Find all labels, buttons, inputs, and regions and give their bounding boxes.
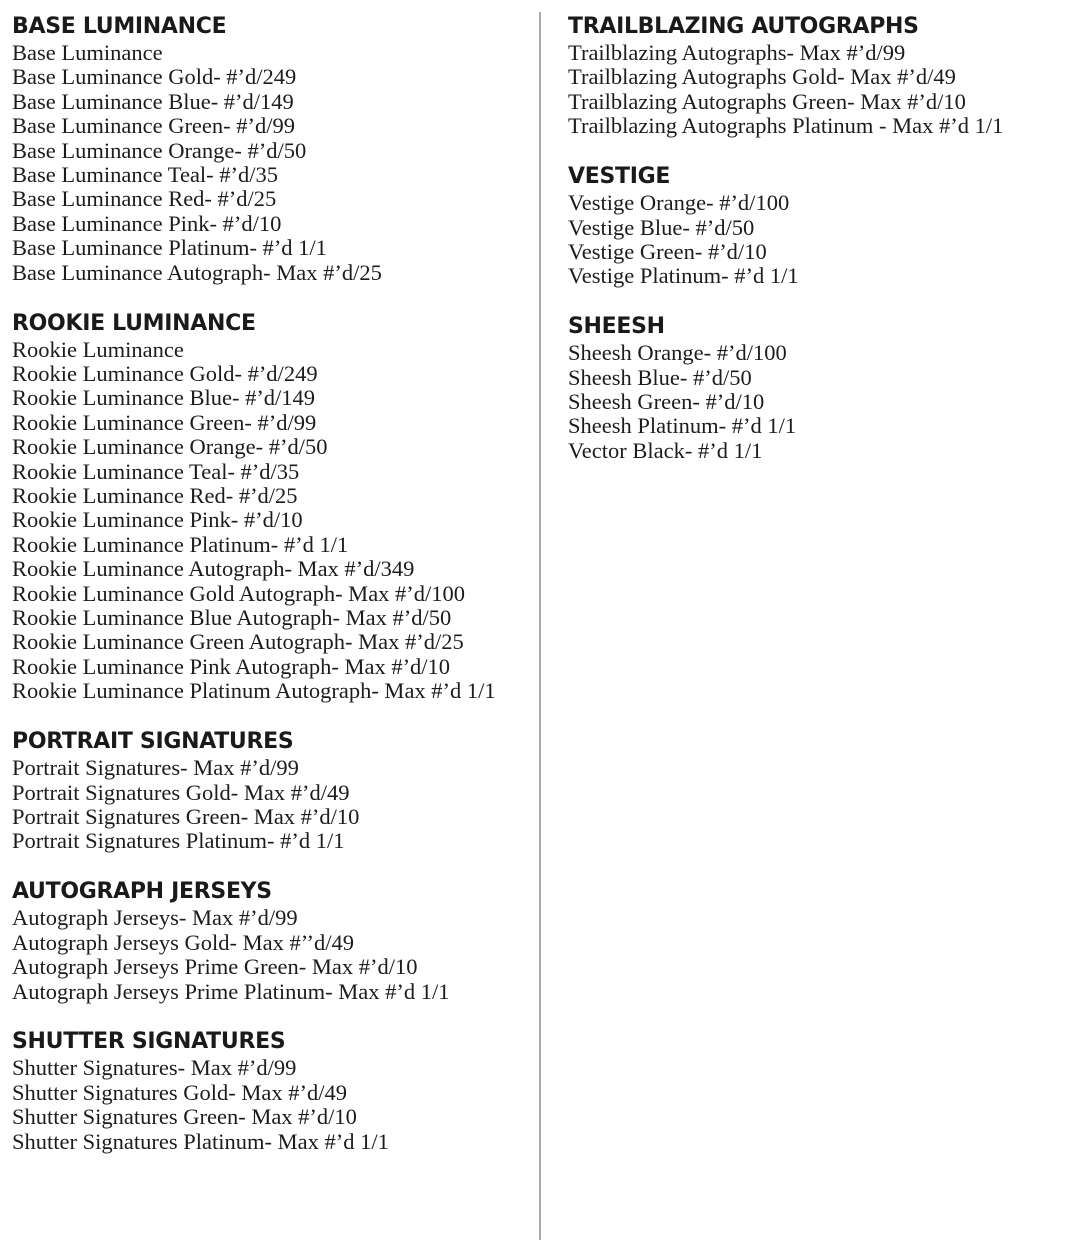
- parallel-item: Rookie Luminance Autograph- Max #’d/349: [12, 556, 415, 582]
- parallel-item: Sheesh Orange- #’d/100: [568, 340, 787, 366]
- checklist-section: [12, 728, 522, 854]
- parallel-list: [12, 1056, 522, 1154]
- section-title: AUTOGRAPH JERSEYS: [12, 879, 272, 905]
- parallel-item: Rookie Luminance Pink Autograph- Max #’d/10: [12, 653, 451, 679]
- parallel-item: Vestige Green- #’d/10: [568, 238, 767, 264]
- section-title: TRAILBLAZING AUTOGRAPHS: [568, 14, 919, 39]
- parallel-item: Autograph Jerseys Prime Green- Max #’d/10: [12, 954, 418, 980]
- parallel-item: Portrait Signatures Green- Max #’d/10: [12, 803, 360, 829]
- parallel-item: Portrait Signatures- Max #’d/99: [12, 755, 299, 781]
- parallel-item: Rookie Luminance Green- #’d/99: [12, 409, 317, 435]
- parallel-item: Portrait Signatures Platinum- #’d 1/1: [12, 828, 345, 854]
- parallel-item: Rookie Luminance Orange- #’d/50: [12, 434, 328, 460]
- parallel-item: Rookie Luminance Teal- #’d/35: [12, 458, 300, 484]
- checklist-section: [568, 13, 1074, 139]
- parallel-item: Base Luminance Platinum- #’d 1/1: [12, 235, 327, 261]
- checklist-section: [12, 878, 522, 1004]
- parallel-item: Shutter Signatures Platinum- Max #’d 1/1: [12, 1128, 389, 1154]
- parallel-item: Rookie Luminance Pink- #’d/10: [12, 507, 303, 533]
- parallel-item: Base Luminance: [12, 40, 163, 65]
- section-title: ROOKIE LUMINANCE: [12, 310, 256, 336]
- parallel-item: Portrait Signatures Gold- Max #’d/49: [12, 779, 350, 805]
- parallel-item: Shutter Signatures Gold- Max #’d/49: [12, 1079, 347, 1105]
- parallel-item: Autograph Jerseys Prime Platinum- Max #’d 1/1: [12, 978, 450, 1004]
- section-title: SHEESH: [568, 314, 665, 340]
- parallel-item: Base Luminance Red- #’d/25: [12, 186, 277, 212]
- parallel-item: Rookie Luminance Platinum Autograph- Max #’d 1/1: [12, 678, 496, 704]
- parallel-item: Vector Black- #’d 1/1: [568, 437, 763, 463]
- parallel-item: Shutter Signatures Green- Max #’d/10: [12, 1104, 357, 1130]
- parallel-list: [12, 338, 522, 704]
- section-title: SHUTTER SIGNATURES: [12, 1029, 286, 1055]
- parallel-item: Rookie Luminance Green Autograph- Max #’d/25: [12, 629, 464, 655]
- parallel-item: Rookie Luminance Red- #’d/25: [12, 483, 298, 508]
- parallel-item: Vestige Orange- #’d/100: [568, 190, 790, 216]
- checklist-section: [568, 163, 1074, 289]
- parallel-item: Base Luminance Pink- #’d/10: [12, 210, 282, 236]
- checklist-section: [568, 313, 1074, 463]
- parallel-list: [568, 41, 1074, 139]
- parallel-item: Trailblazing Autographs Gold- Max #’d/49: [568, 64, 956, 90]
- parallel-list: [12, 906, 522, 1004]
- parallel-item: Base Luminance Orange- #’d/50: [12, 137, 307, 163]
- parallel-item: Trailblazing Autographs- Max #’d/99: [568, 40, 906, 65]
- parallel-item: Rookie Luminance Blue- #’d/149: [12, 385, 316, 411]
- parallel-item: Rookie Luminance Platinum- #’d 1/1: [12, 531, 349, 557]
- right-column: [568, 13, 1074, 488]
- parallel-item: Vestige Blue- #’d/50: [568, 214, 755, 240]
- parallel-list: [568, 341, 1074, 463]
- parallel-list: [568, 191, 1074, 289]
- parallel-item: Base Luminance Green- #’d/99: [12, 113, 296, 139]
- parallel-item: Base Luminance Gold- #’d/249: [12, 64, 297, 90]
- parallel-item: Trailblazing Autographs Platinum - Max #’d 1/1: [568, 113, 1004, 139]
- section-title: PORTRAIT SIGNATURES: [12, 729, 294, 755]
- parallel-item: Trailblazing Autographs Green- Max #’d/10: [568, 88, 966, 114]
- section-title: VESTIGE: [568, 164, 671, 190]
- checklist-section: [12, 13, 522, 285]
- parallel-item: Base Luminance Autograph- Max #’d/25: [12, 259, 382, 285]
- parallel-item: Rookie Luminance Gold Autograph- Max #’d/100: [12, 580, 466, 606]
- parallel-list: [12, 41, 522, 285]
- parallel-item: Sheesh Blue- #’d/50: [568, 364, 752, 390]
- parallel-item: Vestige Platinum- #’d 1/1: [568, 263, 799, 289]
- parallel-item: Autograph Jerseys- Max #’d/99: [12, 905, 298, 931]
- section-title: BASE LUMINANCE: [12, 14, 227, 39]
- parallel-item: Rookie Luminance Gold- #’d/249: [12, 360, 318, 386]
- parallel-item: Sheesh Green- #’d/10: [568, 389, 765, 415]
- parallel-item: Shutter Signatures- Max #’d/99: [12, 1055, 297, 1081]
- parallel-item: Base Luminance Teal- #’d/35: [12, 162, 279, 188]
- column-divider: [539, 12, 541, 1240]
- parallel-item: Autograph Jerseys Gold- Max #’’d/49: [12, 929, 355, 955]
- parallel-item: Sheesh Platinum- #’d 1/1: [568, 413, 797, 439]
- parallel-list: [12, 756, 522, 854]
- parallel-item: Base Luminance Blue- #’d/149: [12, 88, 294, 114]
- left-column: [12, 13, 522, 1179]
- checklist-section: [12, 1028, 522, 1154]
- checklist-section: [12, 310, 522, 704]
- parallel-item: Rookie Luminance: [12, 336, 184, 362]
- parallel-item: Rookie Luminance Blue Autograph- Max #’d/50: [12, 605, 452, 631]
